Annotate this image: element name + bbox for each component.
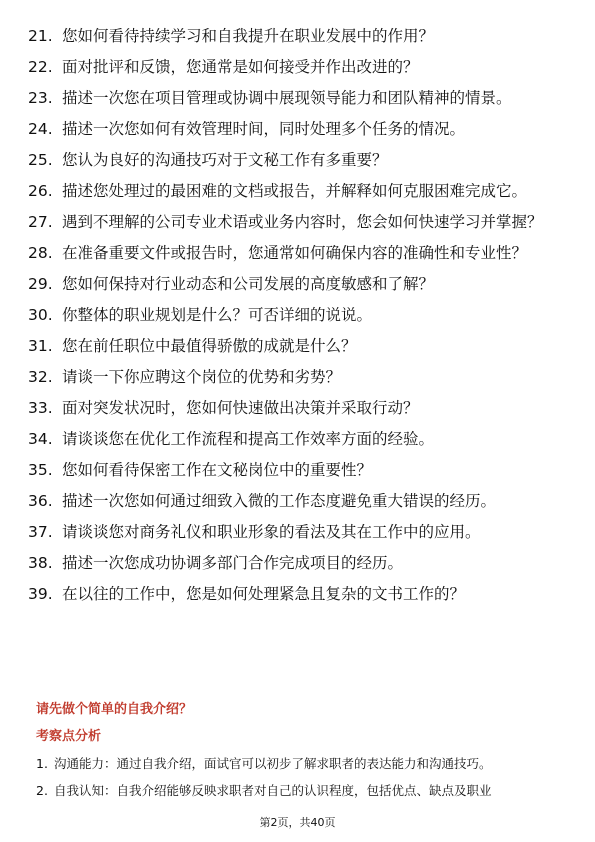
question-item	[28, 181, 568, 201]
question-number: 27.	[28, 213, 53, 231]
analysis-number: 1.	[36, 756, 48, 771]
question-item	[28, 429, 568, 449]
question-number: 26.	[28, 182, 53, 200]
question-text: 您如何看待保密工作在文秘岗位中的重要性？	[62, 461, 373, 479]
question-number: 35.	[28, 461, 53, 479]
analysis-heading: 考察点分析	[36, 729, 102, 744]
question-item	[28, 491, 568, 511]
question-item	[28, 212, 568, 232]
question-list	[28, 26, 568, 615]
question-text: 在以往的工作中，您是如何处理紧急且复杂的文书工作的？	[62, 585, 466, 603]
analysis-item	[36, 755, 562, 773]
question-text: 描述一次您成功协调多部门合作完成项目的经历。	[62, 554, 404, 572]
analysis-text: 自我认知：自我介绍能够反映求职者对自己的认识程度，包括优点、缺点及职业	[54, 783, 492, 798]
question-text: 描述一次您如何有效管理时间，同时处理多个任务的情况。	[62, 120, 466, 138]
question-item	[28, 336, 568, 356]
question-item	[28, 305, 568, 325]
question-number: 31.	[28, 337, 53, 355]
question-item	[28, 150, 568, 170]
question-item	[28, 553, 568, 573]
question-number: 36.	[28, 492, 53, 510]
question-number: 24.	[28, 120, 53, 138]
question-item	[28, 398, 568, 418]
analysis-list	[36, 755, 562, 809]
page-footer: 第2页，共40页	[259, 816, 336, 829]
question-item	[28, 88, 568, 108]
question-text: 遇到不理解的公司专业术语或业务内容时，您会如何快速学习并掌握？	[62, 213, 543, 231]
question-text: 描述一次您在项目管理或协调中展现领导能力和团队精神的情景。	[62, 89, 512, 107]
analysis-text: 沟通能力：通过自我介绍，面试官可以初步了解求职者的表达能力和沟通技巧。	[54, 756, 492, 771]
intro-question-heading: 请先做个简单的自我介绍？	[36, 702, 193, 717]
question-number: 25.	[28, 151, 53, 169]
analysis-number: 2.	[36, 783, 48, 798]
question-text: 面对突发状况时，您如何快速做出决策并采取行动？	[62, 399, 419, 417]
question-text: 在准备重要文件或报告时，您通常如何确保内容的准确性和专业性？	[62, 244, 528, 262]
question-item	[28, 274, 568, 294]
question-number: 29.	[28, 275, 53, 293]
question-text: 你整体的职业规划是什么？可否详细的说说。	[62, 306, 373, 324]
question-number: 22.	[28, 58, 53, 76]
question-item	[28, 243, 568, 263]
question-text: 请谈谈您对商务礼仪和职业形象的看法及其在工作中的应用。	[62, 523, 481, 541]
question-text: 描述您处理过的最困难的文档或报告，并解释如何克服困难完成它。	[62, 182, 528, 200]
question-text: 您如何看待持续学习和自我提升在职业发展中的作用？	[62, 27, 435, 45]
question-number: 23.	[28, 89, 53, 107]
question-number: 21.	[28, 27, 53, 45]
question-item	[28, 367, 568, 387]
question-item	[28, 460, 568, 480]
question-item	[28, 522, 568, 542]
question-number: 37.	[28, 523, 53, 541]
question-number: 33.	[28, 399, 53, 417]
analysis-item	[36, 782, 562, 800]
question-number: 38.	[28, 554, 53, 572]
question-item	[28, 119, 568, 139]
question-number: 34.	[28, 430, 53, 448]
question-item	[28, 26, 568, 46]
question-text: 请谈一下你应聘这个岗位的优势和劣势？	[62, 368, 342, 386]
question-item	[28, 57, 568, 77]
question-number: 30.	[28, 306, 53, 324]
question-text: 您认为良好的沟通技巧对于文秘工作有多重要？	[62, 151, 388, 169]
question-item	[28, 584, 568, 604]
question-number: 39.	[28, 585, 53, 603]
question-text: 描述一次您如何通过细致入微的工作态度避免重大错误的经历。	[62, 492, 497, 510]
question-text: 您如何保持对行业动态和公司发展的高度敏感和了解？	[62, 275, 435, 293]
question-text: 面对批评和反馈，您通常是如何接受并作出改进的？	[62, 58, 419, 76]
question-number: 28.	[28, 244, 53, 262]
question-text: 您在前任职位中最值得骄傲的成就是什么？	[62, 337, 357, 355]
question-text: 请谈谈您在优化工作流程和提高工作效率方面的经验。	[62, 430, 435, 448]
question-number: 32.	[28, 368, 53, 386]
